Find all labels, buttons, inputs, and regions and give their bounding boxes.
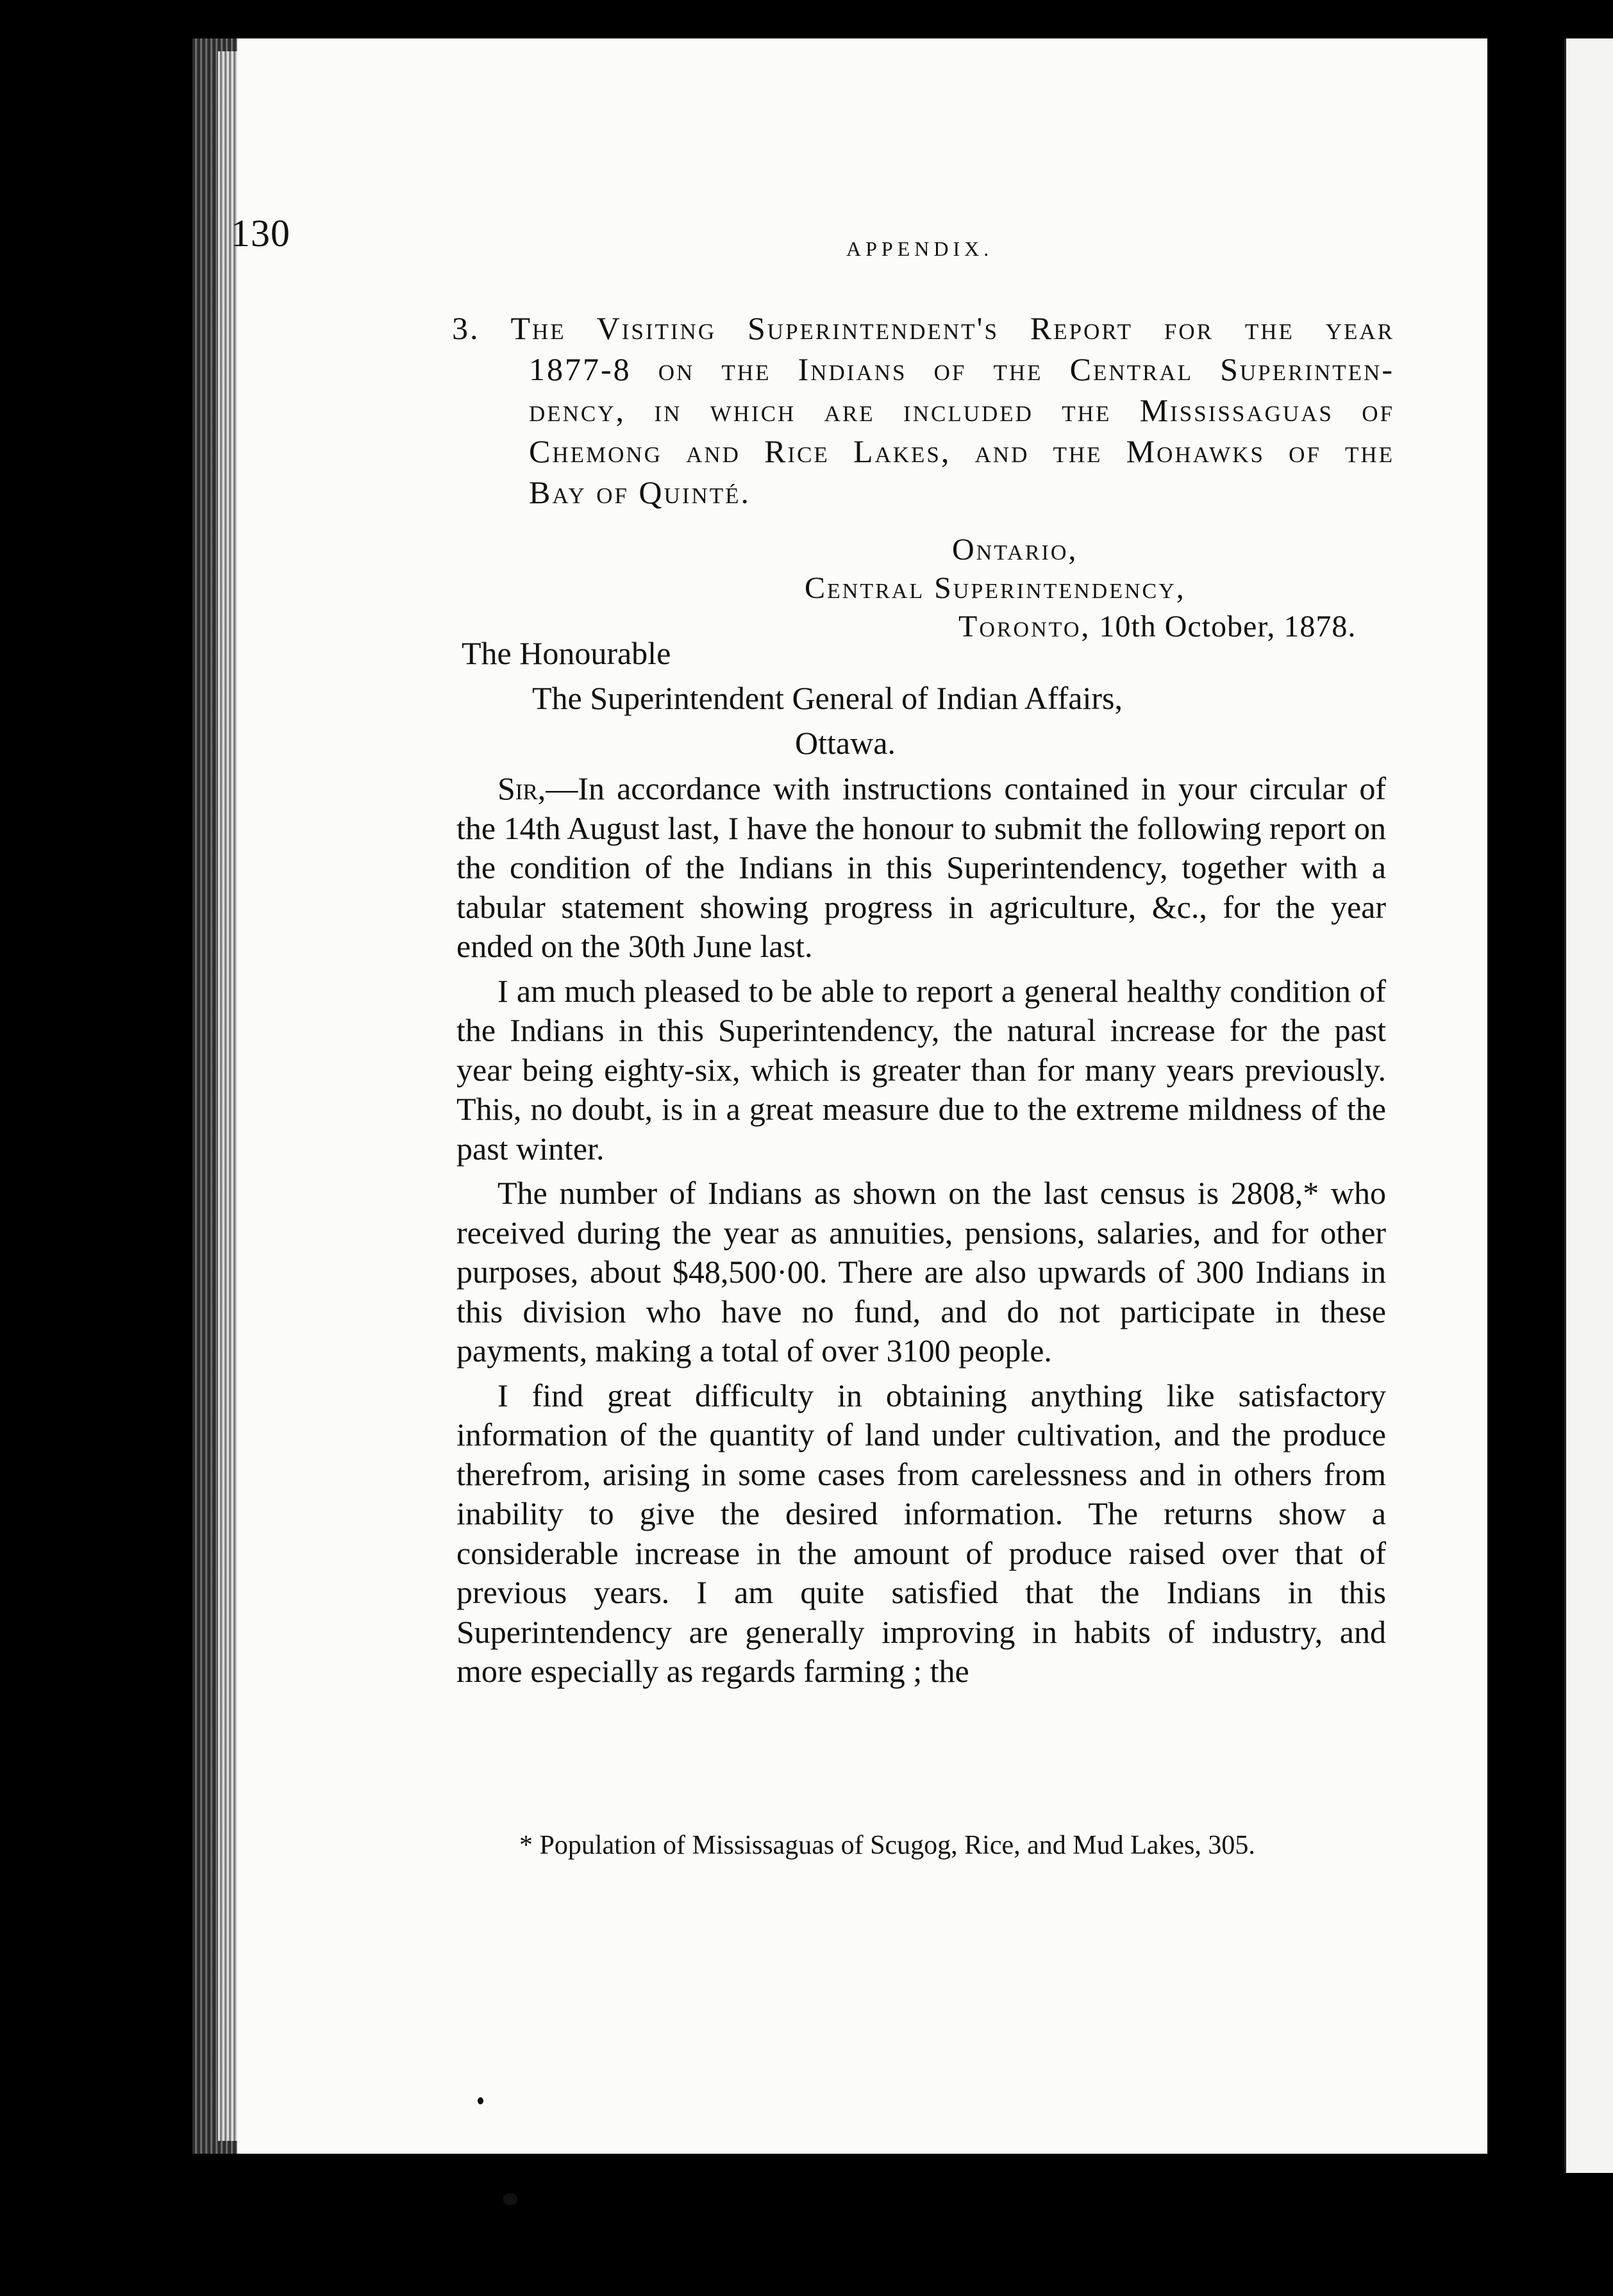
letter-body	[456, 769, 1386, 1697]
salutation-recipient: The Superintendent General of Indian Affairs,	[532, 680, 1123, 716]
ink-speck	[503, 2193, 517, 2205]
address-date-line	[958, 609, 1356, 644]
body-paragraph	[456, 769, 1386, 967]
ink-speck	[478, 2097, 483, 2104]
salutation-location: Ottawa.	[795, 725, 896, 761]
report-heading	[452, 308, 1394, 513]
paragraph-text: —In accordance with instructions contained in your circular of the 14th August last, I have the honour to submit the following report on the condition of the Indians in this Superintendency, together with a tabular statement showing progress in agriculture, &c., for the year ended on the 30th June last.	[456, 770, 1386, 964]
address-province: Ontario,	[952, 533, 1078, 567]
running-head: APPENDIX.	[846, 237, 994, 260]
address-city: Toronto,	[958, 610, 1091, 644]
heading-line: Bay of Quinté.	[529, 474, 751, 510]
address-office: Central Superintendency,	[805, 571, 1186, 605]
salutation-sir: Sir,	[497, 770, 546, 806]
footnote: * Population of Mississaguas of Scugog, Rice, and Mud Lakes, 305.	[519, 1831, 1255, 1860]
facing-page-edge	[1564, 38, 1613, 2173]
address-date: 10th October, 1878.	[1091, 610, 1357, 644]
heading-line: 3. The Visiting Superintendent's Report for the year	[452, 310, 1394, 346]
salutation-title: The Honourable	[462, 635, 671, 671]
heading-line: dency, in which are included the Mississaguas of	[529, 392, 1394, 428]
body-paragraph: The number of Indians as shown on the last census is 2808,* who received during the year as annuities, pensions, salaries, and for other purposes, about $48,500·00. There are also upwards of 300 Indians in this division who have no fund, and do not participate in these payments, making a total of over 3100 people.	[456, 1175, 1386, 1368]
heading-line: Chemong and Rice Lakes, and the Mohawks of the	[529, 433, 1394, 469]
page-number: 130	[231, 212, 290, 254]
body-paragraph: I am much pleased to be able to report a general healthy condition of the Indians in this Superintendency, the natural increase for the past year being eighty-six, which is greater than for many years previously. This, no doubt, is in a great measure due to the extreme mildness of the past winter.	[456, 972, 1386, 1167]
body-paragraph: I find great difficulty in obtaining anything like satisfactory information of the quantity of land under cultivation, and the produce therefrom, arising in some cases from carelessness and in others from inability to give the desired information. The returns show a considerable increase in the amount of produce raised over that of previous years. I am quite satisfied that the Indians in this Superintendency are generally improving in habits of industry, and more especially as regards farming ; the	[456, 1377, 1386, 1689]
heading-line: 1877-8 on the Indians of the Central Superinten-	[529, 351, 1394, 387]
